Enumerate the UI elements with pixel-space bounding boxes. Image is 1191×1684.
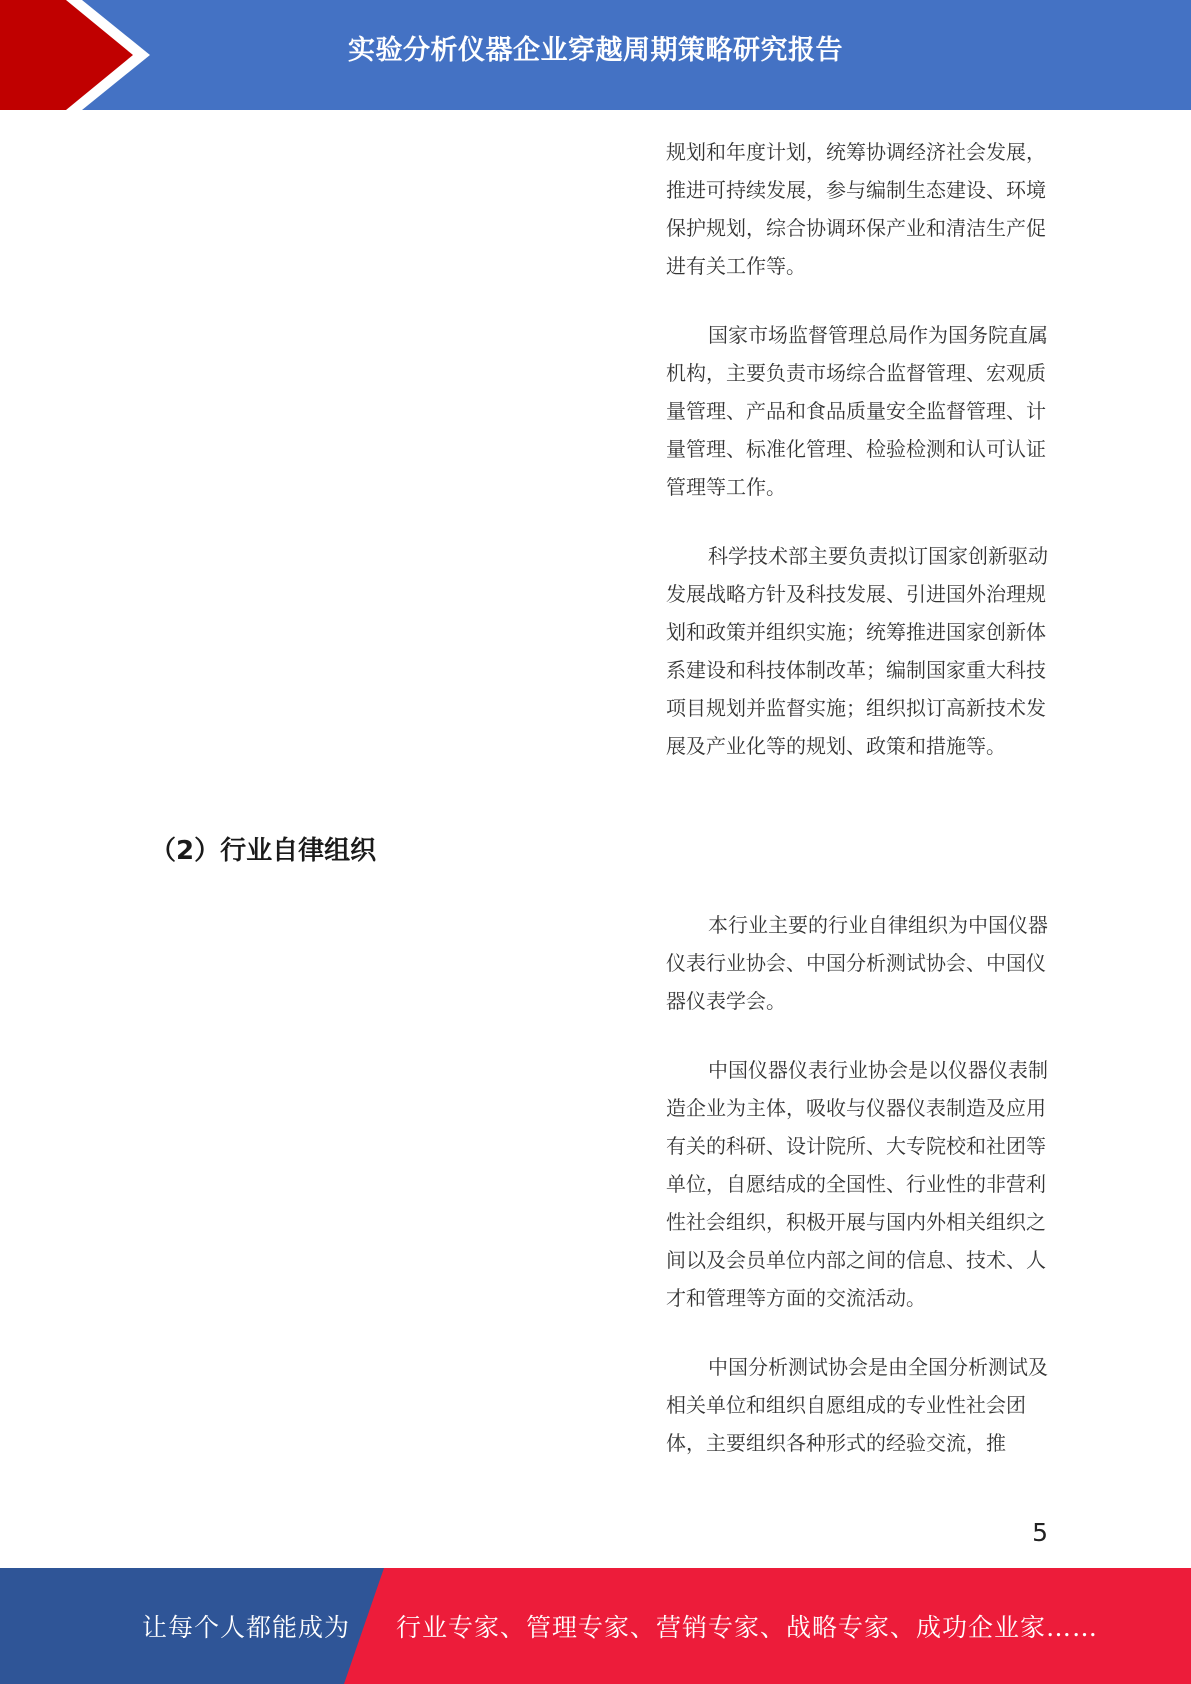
text-column-top — [666, 133, 1056, 765]
paragraph-caia: 中国分析测试协会是由全国分析测试及相关单位和组织自愿组成的专业性社会团体，主要组织各种形式的经验交流，推 — [666, 1355, 1048, 1455]
page-header — [0, 0, 1191, 110]
text-column-bottom — [666, 906, 1056, 1462]
paragraph-cima: 中国仪器仪表行业协会是以仪器仪表制造企业为主体，吸收与仪器仪表制造及应用有关的科研、设计院所、大专院校和社团等单位，自愿结成的全国性、行业性的非营利性社会组织，积极开展与国内外相关组织之间以及会员单位内部之间的信息、技术、人才和管理等方面的交流活动。 — [666, 1058, 1048, 1310]
footer-slogan-right: 行业专家、管理专家、营销专家、战略专家、成功企业家…… — [396, 1613, 1099, 1642]
section-heading: （2）行业自律组织 — [150, 836, 377, 866]
paragraph-most: 科学技术部主要负责拟订国家创新驱动发展战略方针及科技发展、引进国外治理规划和政策并组织实施；统筹推进国家创新体系建设和科技体制改革；编制国家重大科技项目规划并监督实施；组织拟订高新技术发展及产业化等的规划、政策和措施等。 — [666, 544, 1048, 758]
page-footer — [0, 1568, 1191, 1684]
footer-slogan-left: 让每个人都能成为 — [142, 1613, 351, 1642]
page-number: 5 — [1032, 1518, 1048, 1547]
paragraph-continued: 规划和年度计划，统筹协调经济社会发展，推进可持续发展，参与编制生态建设、环境保护规划，综合协调环保产业和清洁生产促进有关工作等。 — [666, 140, 1046, 278]
paragraph-organizations-intro: 本行业主要的行业自律组织为中国仪器仪表行业协会、中国分析测试协会、中国仪器仪表学会。 — [666, 913, 1048, 1013]
paragraph-samr: 国家市场监督管理总局作为国务院直属机构，主要负责市场综合监督管理、宏观质量管理、产品和食品质量安全监督管理、计量管理、标准化管理、检验检测和认可认证管理等工作。 — [666, 323, 1048, 499]
report-title: 实验分析仪器企业穿越周期策略研究报告 — [348, 35, 843, 66]
